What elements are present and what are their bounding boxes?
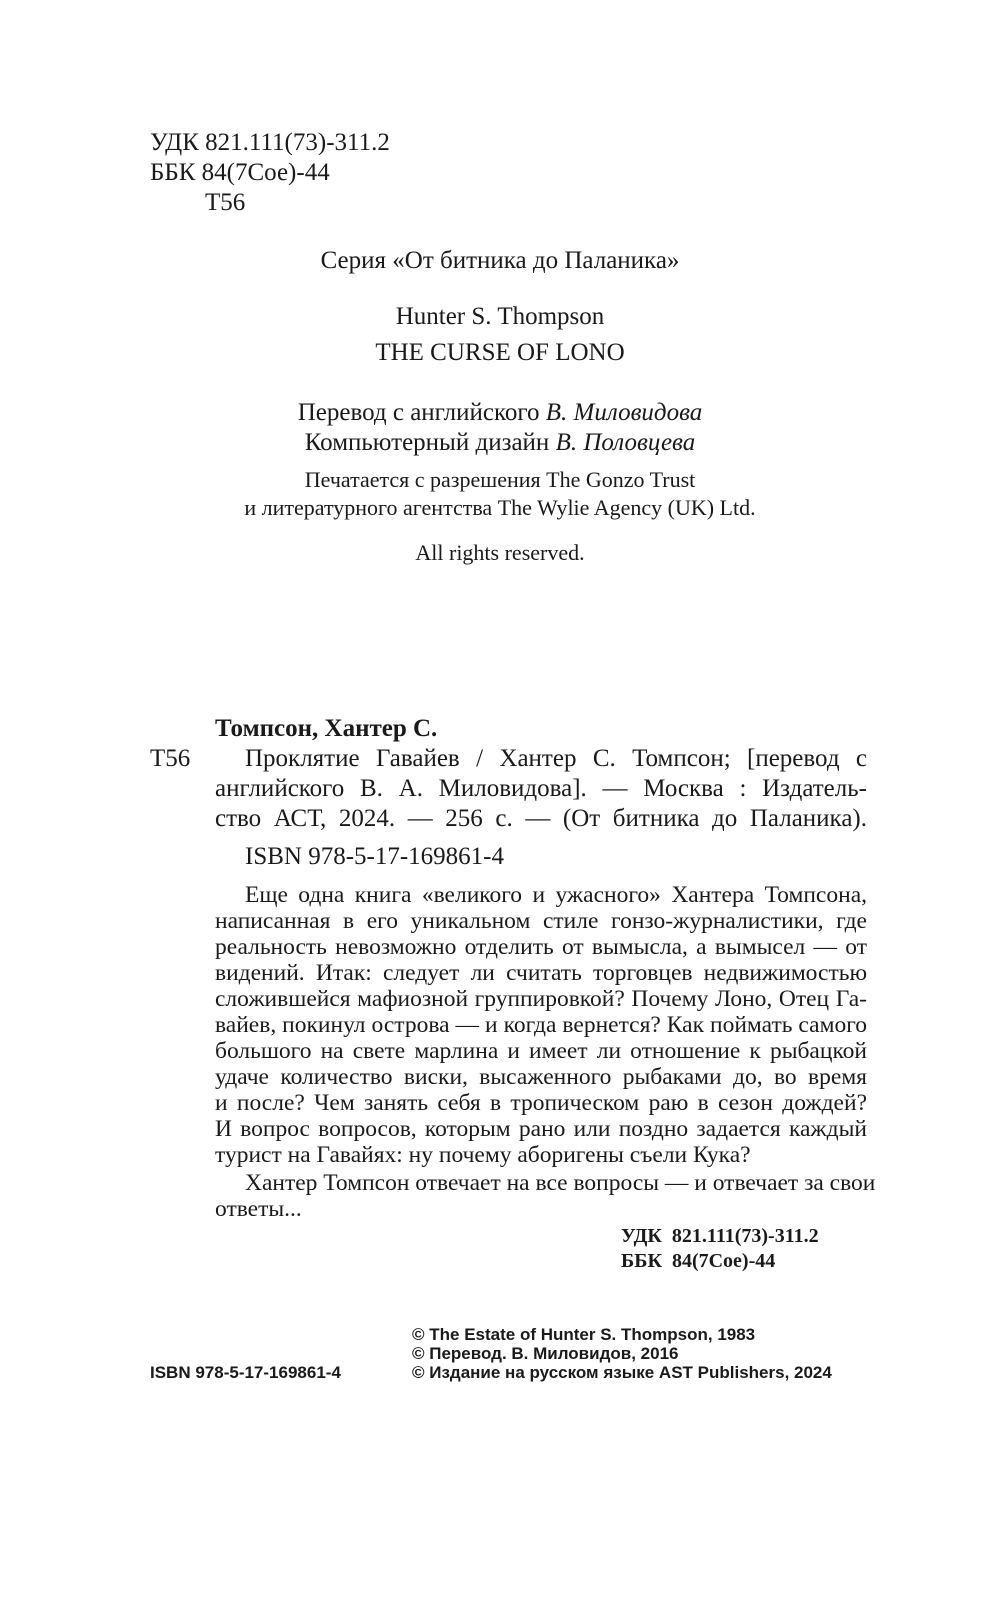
bib-author-heading: Томпсон, Хантер С. [215,715,438,742]
bib-line-3: ство АСТ, 2024. — 256 с. — (От битника до Паланика). [215,805,867,832]
abstract-line: вайев, покинул острова — и когда вернется? Как поймать самого [215,1012,867,1038]
bbk-code-bottom: ББК 84(7Сое)-44 [621,1250,776,1272]
abstract-line: Хантер Томпсон отвечает на все вопросы — и отвечает за свои [245,1170,876,1196]
series-title: Серия «От битника до Паланика» [320,247,680,274]
abstract-line: ответы... [215,1196,302,1222]
abstract-line: реальность невозможно отделить от вымысла, а вымысел — от [215,934,867,960]
copyright-line: © The Estate of Hunter S. Thompson, 1983 [412,1325,756,1344]
abstract-line: написанная в его уникальном стиле гонзо-журналистики, где [215,908,867,934]
abstract-line: сложившейся мафиозной группировкой? Почему Лоно, Отец Га- [215,986,867,1012]
design-label: Компьютерный дизайн [304,429,550,456]
bib-line-2: английского В. А. Миловидова]. — Москва : Издатель- [215,775,867,802]
design-credit [0,428,1000,458]
udk-code-bottom: УДК 821.111(73)-311.2 [621,1225,819,1247]
copyright-isbn: ISBN 978-5-17-169861-4 [150,1363,341,1382]
original-title: THE CURSE OF LONO [375,339,625,366]
abstract-line: и после? Чем занять себя в тропическом раю в сезон дождей? [215,1090,867,1116]
abstract-line: И вопрос вопросов, которым рано или поздно задается каждый [215,1116,867,1142]
bib-isbn: ISBN 978-5-17-169861-4 [245,843,505,870]
bib-line-1: Проклятие Гавайев / Хантер С. Томпсон; [перевод с [245,745,867,772]
permission-line-2: и литературного агентства The Wylie Agency (UK) Ltd. [244,495,756,520]
rights-reserved: All rights reserved. [415,540,585,565]
translation-credit [0,398,1000,428]
permission-line-1: Печатается с разрешения The Gonzo Trust [304,467,696,492]
udk-code-top: УДК 821.111(73)-311.2 [150,129,390,156]
abstract-line: удаче количество виски, высаженного рыбаками до, во время [215,1064,867,1090]
copyright-line: © Перевод. В. Миловидов, 2016 [412,1344,679,1363]
abstract-line: большого на свете марлина и имеет ли отношение к рыбацкой [215,1038,867,1064]
abstract-line: турист на Гавайях: ну почему аборигены съели Кука? [215,1142,751,1168]
bib-author-mark: Т56 [150,745,191,772]
translator-name: В. Миловидова [545,399,703,426]
translation-label: Перевод с английского [297,399,540,426]
abstract-line: Еще одна книга «великого и ужасного» Хантера Томпсона, [245,882,867,908]
author-mark-top: Т56 [205,189,246,216]
designer-name: В. Половцева [555,429,696,456]
copyright-line: © Издание на русском языке AST Publishers, 2024 [412,1363,832,1382]
original-author: Hunter S. Thompson [395,303,605,330]
abstract-line: видений. Итак: следует ли считать торговцев недвижимостью [215,960,867,986]
bbk-code-top: ББК 84(7Сое)-44 [150,159,330,186]
